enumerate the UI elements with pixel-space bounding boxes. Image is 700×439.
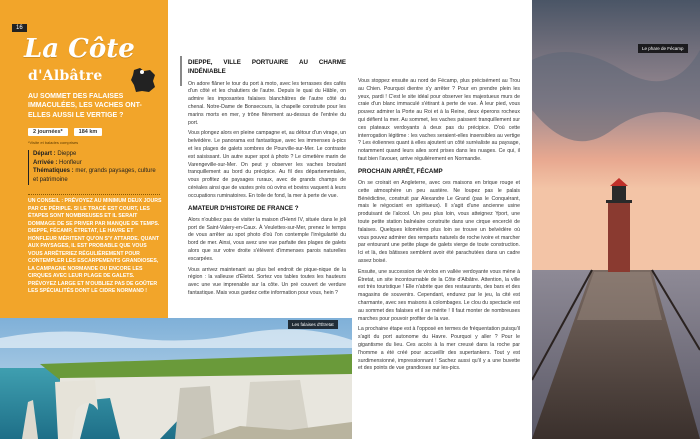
paragraph: Vous stoppez ensuite au nord de Fécamp, plus précisément au Trou au Chien. Pourquoi dientre s'y arrêter ? Pour en prendre plein les yeux, pardi ! C'est le site idéal pour observer les majestueux murs de craie d'un blanc immaculé s'étirant à perte de vue. À leur pied, vous pouvez admirer la Porte au Roi et à la Reine, deux éperons rocheux qui défient la mer. Au sommet, les vaches paissent tranquillement sur ces plateaux verdoyants à deux pas du précipice. D'où cette interrogation légitime : les vaches seraient-elles insensibles au vertige ? Les éoliennes quant à elles ajoutent un côté surréaliste au paysage, notamment quand leurs ailes sont prises dans les nuages. Ce qui, il faut bien l'avouer, arrive régulièrement en Normandie.	[358, 78, 520, 162]
paragraph: Vous arrivez maintenant au plus bel endroit de pique-nique de la région : la valleuse d'Életot. Sortez vos tables toutes les hauteurs avec une vue imprenable sur la côte. Un pré couvert de verdure fantastique. Mais vous gardez cette information pour vous, hein ?	[188, 266, 346, 297]
themes-row: Thématiques : mer, grands paysages, culture et patrimoine	[33, 168, 156, 184]
subtitle: AU SOMMET DES FALAISES IMMACULÉES, LES VACHES ONT-ELLES AUSSI LE VERTIGE ?	[28, 93, 142, 119]
page-number: 16	[12, 24, 27, 32]
trip-info	[28, 150, 160, 185]
paragraph: Ensuite, une succession de virolos en vallée verdoyante vous mène à Étretat, un site incontournable de la Côte d'Albâtre. Attention, la ville est très touristique ! Elle n'abrite que des restaurants, des bars et des magasins de souvenirs. Cependant, endurez par le jeu, la cité est charmante, avec ses maisons à colombages. Le clou du spectacle est au sommet des falaises et il se mérite ! Il faut monter de nombreuses marches pour pouvoir profiter de la vue.	[358, 268, 520, 322]
heading-dieppe: DIEPPE, VILLE PORTUAIRE AU CHARME INDÉNIABLE	[188, 59, 346, 76]
advice-text: UN CONSEIL : PRÉVOYEZ AU MINIMUM DEUX JOURS PAR CE PÉRIPLE. SI LE TRACÉ EST COURT, LES ÉTAPES SONT NOMBREUSES ET IL SERAIT DOMMAGE DE SE PRIVER PAR MANQUE DE TEMPS. DIEPPE, FÉCAMP, ÉTRETAT, LE HAVRE ET HONFLEUR MÉRITENT QU'ON S'Y ATTARDE. QUANT AUX PAYSAGES, IL EST PROBABLE QUE VOUS VOUS ARRÊTERIEZ RÉGULIÈREMENT POUR CONTEMPLER LES ESCARPEMENTS GRANDIOSES, LA CAMPAGNE NORMANDE OU ENCORE LES CIRQUES AVEC LEUR PLAGE DE GALETS. PRÉVOYEZ LARGE ET N'OUBLIEZ PAS DE GOÛTER LES SPÉCIALITÉS DONT LE CIDRE NORMAND !	[28, 198, 162, 295]
intro-panel	[0, 0, 168, 318]
arrivee-row: Arrivée : Honfleur	[33, 159, 82, 166]
etretat-photo	[0, 318, 352, 439]
depart-row: Départ : Dieppe	[33, 151, 77, 157]
paragraph: On adore flâner le tour du port à moto, avec les terrasses des cafés d'un côté et les chalutiers de l'autre. Depuis le quai du Hâble, on admire les imposantes falaises blanchâtres de l'autre côté du chenal. Notre-Dame de Bonsecours, la chapelle construite pour les marins morts en mer, y trône fièrement au-dessus de l'entrée du port.	[188, 80, 346, 126]
distance-badge: 184 km	[74, 128, 103, 136]
divider	[28, 194, 160, 195]
article-column-2	[358, 78, 520, 376]
paragraph: On se croirait en Angleterre, avec ces maisons en brique rouge et cette atmosphère un peu austère. Ne loupez pas le palais Bénédictine, construit par Alexandre Le Grand (pas le Conquérant, mais le négociant en spiritueux). Il s'agit d'une ancienne usine produisant de l'alcool. Un peu plus loin, vous atteignez Yport, une toute petite station balnéaire construite dans une cirque encerclé de falaises. Quelques kilomètres plus loin se trouve un belvédère où vous pouvez admirer des remparts naturels de roche ivoire et marcher par entourant une petite plage de galets vierge de toute construction. Ici et là, des bâtisses semblent avoir été parachutées dans un cadre assez boisé.	[358, 180, 520, 265]
lighthouse-photo	[532, 0, 700, 439]
paragraph: La prochaine étape est à l'opposé en termes de fréquentation puisqu'il s'agit du port autonome du Havre. Pourquoi y aller ? Pour le gigantisme du lieu. Ces accès à la mer creusé dans la roche par l'homme a été créé pour accueillir des supertankers. Tout y est surdimensionné, impressionnant ! Sachez aussi qu'il y a une buvette et des points de vue grandioses sur les-pics.	[358, 326, 520, 372]
photo-caption: Les falaises d'Étretat	[288, 320, 338, 329]
page-title-line2: d'Albâtre	[28, 68, 103, 84]
days-badge: 2 journées*	[28, 128, 68, 136]
paragraph: Alors n'oubliez pas de visiter la maison d'Henri IV, située dans le joli port de Saint-Valery-en-Caux. À Veulettes-sur-Mer, prenez le temps de vous arrêter au spot photo d'où l'on contemple l'irrégularité du bord de mer. Ainsi, vous avez une vue parfaite des plages de galets alors que sur votre droite s'élèvent d'immenses parois naturelles escarpées.	[188, 216, 346, 262]
trip-badges	[28, 128, 102, 136]
heading-histoire: AMATEUR D'HISTOIRE DE FRANCE ?	[188, 204, 299, 212]
badge-note: *Visite et balades comprises	[28, 140, 79, 145]
france-map-icon	[128, 66, 158, 94]
photo-caption: Le phare de Fécamp	[638, 44, 688, 53]
column-rule	[180, 56, 182, 86]
page-title: La Côte	[24, 34, 135, 64]
article-column-1	[188, 56, 346, 301]
paragraph: Vous plongez alors en pleine campagne et, au détour d'un virage, un belvédère. Le panorama est fantastique, avec les immenses à-pics et les plages de galets sombres de Pourville-sur-Mer. Le contraste est saisissant. Un autre super spot à photo ? Le cimetière marin de Varengeville-sur-Mer. On peut y observer les vaches broutant tranquillement au bord du précipice. Au fil des départementales, vous profitez de paysages ruraux, avec de grands champs de céréales ainsi que de vastes prés où ovins et bovins vaquent à leurs occupations ruminatoires. En toile de fond, la mer à perte de vue.	[188, 130, 346, 199]
heading-fecamp: PROCHAIN ARRÊT, FÉCAMP	[358, 167, 443, 175]
lighthouse-illustration	[532, 0, 700, 439]
etretat-illustration	[0, 318, 352, 439]
